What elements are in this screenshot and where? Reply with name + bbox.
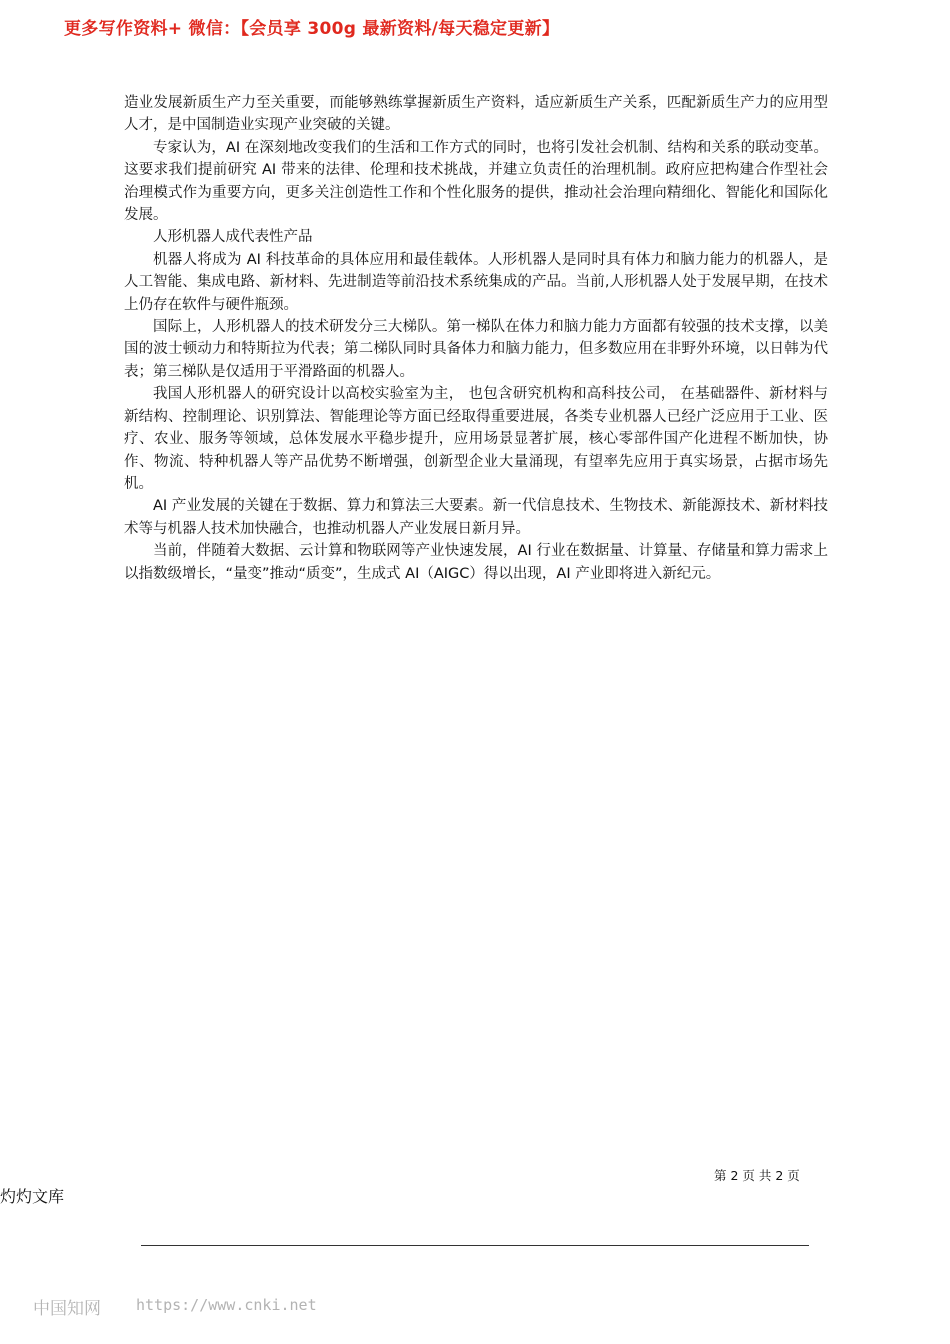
paragraph-china-research: 我国人形机器人的研究设计以高校实验室为主， 也包含研究机构和高科技公司， 在基础器件、新材料与新结构、控制理论、识别算法、智能理论等方面已经取得重要进展，各类专业机器人已经广泛应用于工业、医疗、农业、服务等领域，总体发展水平稳步提升，应用场景显著扩展，核心零部件国产化进程不断加快，协作、物流、特种机器人等产品优势不断增强，创新型企业大量涌现，有望率先应用于真实场景，占据市场先机。 bbox=[124, 386, 828, 492]
footer-url-link[interactable]: https://www.cnki.net bbox=[136, 1296, 317, 1314]
paragraph-current-trend: 当前，伴随着大数据、云计算和物联网等产业快速发展，AI 行业在数据量、计算量、存储量和算力需求上以指数级增长，“量变”推动“质变”，生成式 AI（AIGC）得以出现，AI 产业即将进入新纪元。 bbox=[124, 543, 828, 582]
promo-banner: 更多写作资料+ 微信：【会员享 300g 最新资料/每天稳定更新】 bbox=[64, 19, 560, 39]
paragraph-expert-view: 专家认为，AI 在深刻地改变我们的生活和工作方式的同时，也将引发社会机制、结构和关系的联动变革。这要求我们提前研究 AI 带来的法律、伦理和技术挑战，并建立负责任的治理机制。政府应把构建合作型社会治理模式作为重要方向，更多关注创造性工作和个性化服务的提供，推动社会治理向精细化、智能化和国际化发展。 bbox=[124, 139, 828, 224]
article-body bbox=[124, 92, 828, 585]
source-name: 灼灼文库 bbox=[0, 1187, 65, 1206]
footer-site-name: 中国知网 bbox=[33, 1299, 101, 1319]
paragraph-robot-carrier: 机器人将成为 AI 科技革命的具体应用和最佳载体。人形机器人是同时具有体力和脑力能力的机器人，是人工智能、集成电路、新材料、先进制造等前沿技术系统集成的产品。当前,人形机器人处于发展早期，在技术上仍存在软件与硬件瓶颈。 bbox=[124, 251, 828, 313]
footer-divider bbox=[141, 1245, 809, 1246]
page-number: 第 2 页 共 2 页 bbox=[714, 1168, 800, 1183]
paragraph-continuation: 造业发展新质生产力至关重要，而能够熟练掌握新质生产资料，适应新质生产关系，匹配新质生产力的应用型人才，是中国制造业实现产业突破的关键。 bbox=[124, 95, 828, 134]
paragraph-key-elements: AI 产业发展的关键在于数据、算力和算法三大要素。新一代信息技术、生物技术、新能源技术、新材料技术等与机器人技术加快融合，也推动机器人产业发展日新月异。 bbox=[124, 498, 828, 537]
paragraph-international-tiers: 国际上，人形机器人的技术研发分三大梯队。第一梯队在体力和脑力能力方面都有较强的技术支撑，以美国的波士顿动力和特斯拉为代表；第二梯队同时具备体力和脑力能力，但多数应用在非野外环境，以日韩为代表；第三梯队是仅适用于平滑路面的机器人。 bbox=[124, 319, 828, 380]
section-heading: 人形机器人成代表性产品 bbox=[153, 229, 313, 246]
